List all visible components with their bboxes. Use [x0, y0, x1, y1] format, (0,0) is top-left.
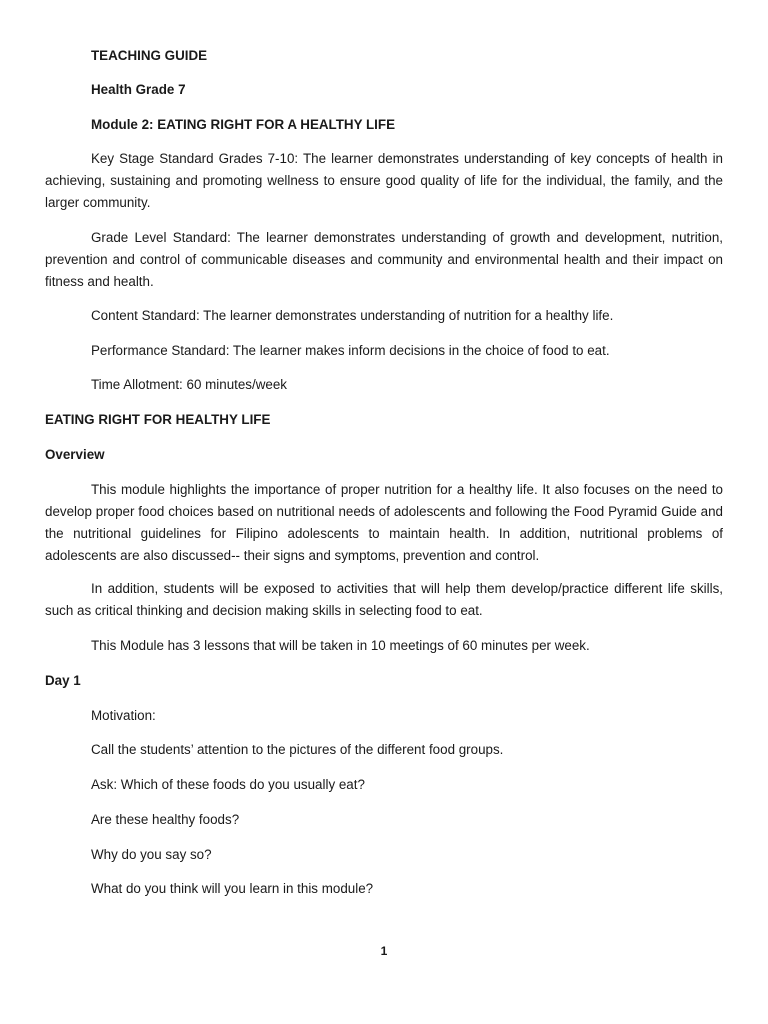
- overview-heading: Overview: [45, 447, 105, 462]
- day1-heading: Day 1: [45, 673, 81, 688]
- guide-title: TEACHING GUIDE: [91, 48, 208, 63]
- page-number: 1: [380, 944, 388, 958]
- section-title: EATING RIGHT FOR HEALTHY LIFE: [45, 412, 271, 427]
- day1-item: Call the students’ attention to the pictures of the different food groups.: [91, 742, 504, 757]
- day1-item: Why do you say so?: [91, 847, 212, 862]
- module-title: Module 2: EATING RIGHT FOR A HEALTHY LIFE: [91, 117, 396, 132]
- day1-item: Are these healthy foods?: [91, 812, 240, 827]
- overview-paragraph-1: This module highlights the importance of proper nutrition for a healthy life. It also focuses on the need to develop proper food choices based on nutritional needs of adolescents and following the Food Pyramid Guide and the nutritional guidelines for Filipino adolescents to maintain health. In addition, nutritional problems of adolescents are also discussed-- their signs and symptoms, prevention and control.: [45, 482, 723, 563]
- day1-item: Ask: Which of these foods do you usually eat?: [91, 777, 365, 792]
- grade-level-standard: Grade Level Standard: The learner demonstrates understanding of growth and development, nutrition, prevention and control of communicable diseases and community and environmental health and their impact on fitness and health.: [45, 230, 723, 289]
- overview-paragraph-2: In addition, students will be exposed to activities that will help them develop/practice different life skills, such as critical thinking and decision making skills in selecting food to eat.: [45, 581, 723, 618]
- subject-title: Health Grade 7: [91, 82, 186, 97]
- overview-paragraph-3: This Module has 3 lessons that will be taken in 10 meetings of 60 minutes per week.: [91, 638, 590, 653]
- performance-standard: Performance Standard: The learner makes inform decisions in the choice of food to eat.: [91, 343, 610, 358]
- key-stage-standard: Key Stage Standard Grades 7-10: The learner demonstrates understanding of key concepts of health in achieving, sustaining and promoting wellness to ensure good quality of life for the individual, the family, and the larger community.: [45, 151, 723, 210]
- content-standard: Content Standard: The learner demonstrates understanding of nutrition for a healthy life.: [91, 308, 614, 323]
- time-allotment: Time Allotment: 60 minutes/week: [91, 377, 287, 392]
- day1-item: What do you think will you learn in this module?: [91, 881, 374, 896]
- motivation-label: Motivation:: [91, 708, 156, 723]
